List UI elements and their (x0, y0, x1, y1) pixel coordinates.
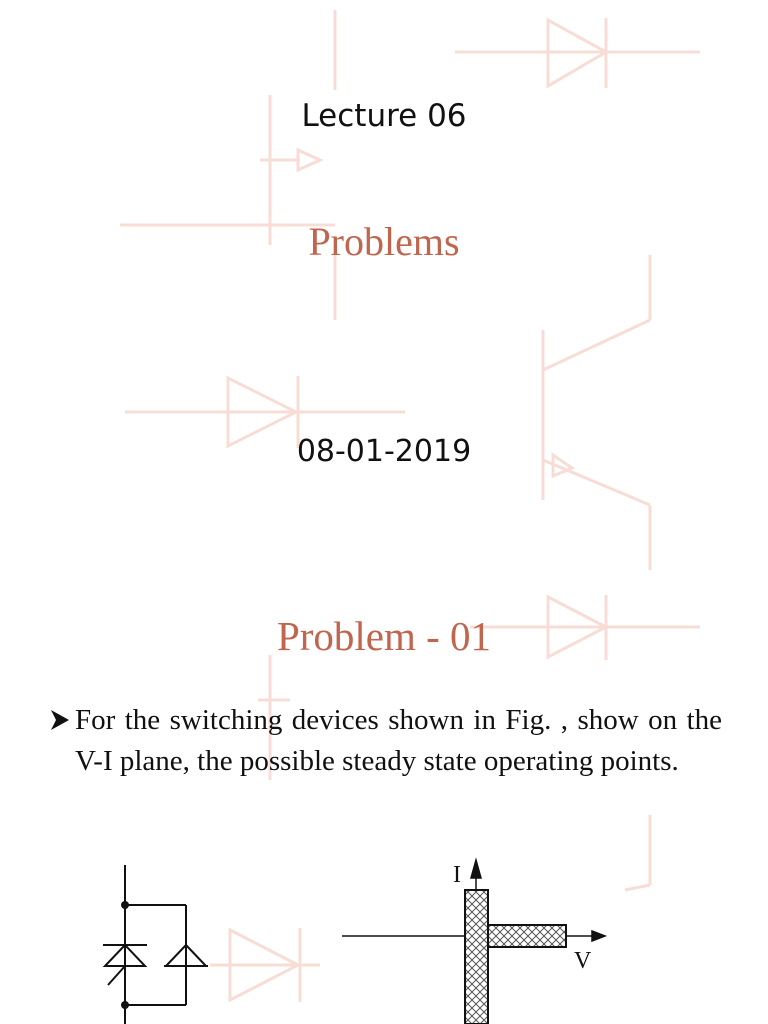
circuit-node-bottom (121, 1001, 129, 1009)
voltage-axis-label: V (574, 948, 592, 974)
problem-text: For the switching devices shown in Fig. , show on the V-I plane, the possible steady state operating points. (75, 704, 722, 777)
operating-region-vertical (465, 890, 488, 1024)
problem-statement (48, 700, 722, 782)
problem-title: Problem - 01 (276, 613, 492, 659)
lecture-date: 08-01-2019 (296, 434, 472, 469)
lecture-title: Lecture 06 (301, 98, 467, 134)
arrow-bullet-icon (48, 700, 74, 741)
current-axis-label: I (453, 862, 461, 888)
section-title: Problems (308, 219, 460, 264)
switching-device-figure (0, 850, 768, 1024)
operating-region-horizontal (488, 925, 566, 947)
vi-plane (342, 860, 605, 1024)
antiparallel-thyristor-diode-circuit (103, 865, 208, 1024)
circuit-node-top (121, 901, 129, 909)
